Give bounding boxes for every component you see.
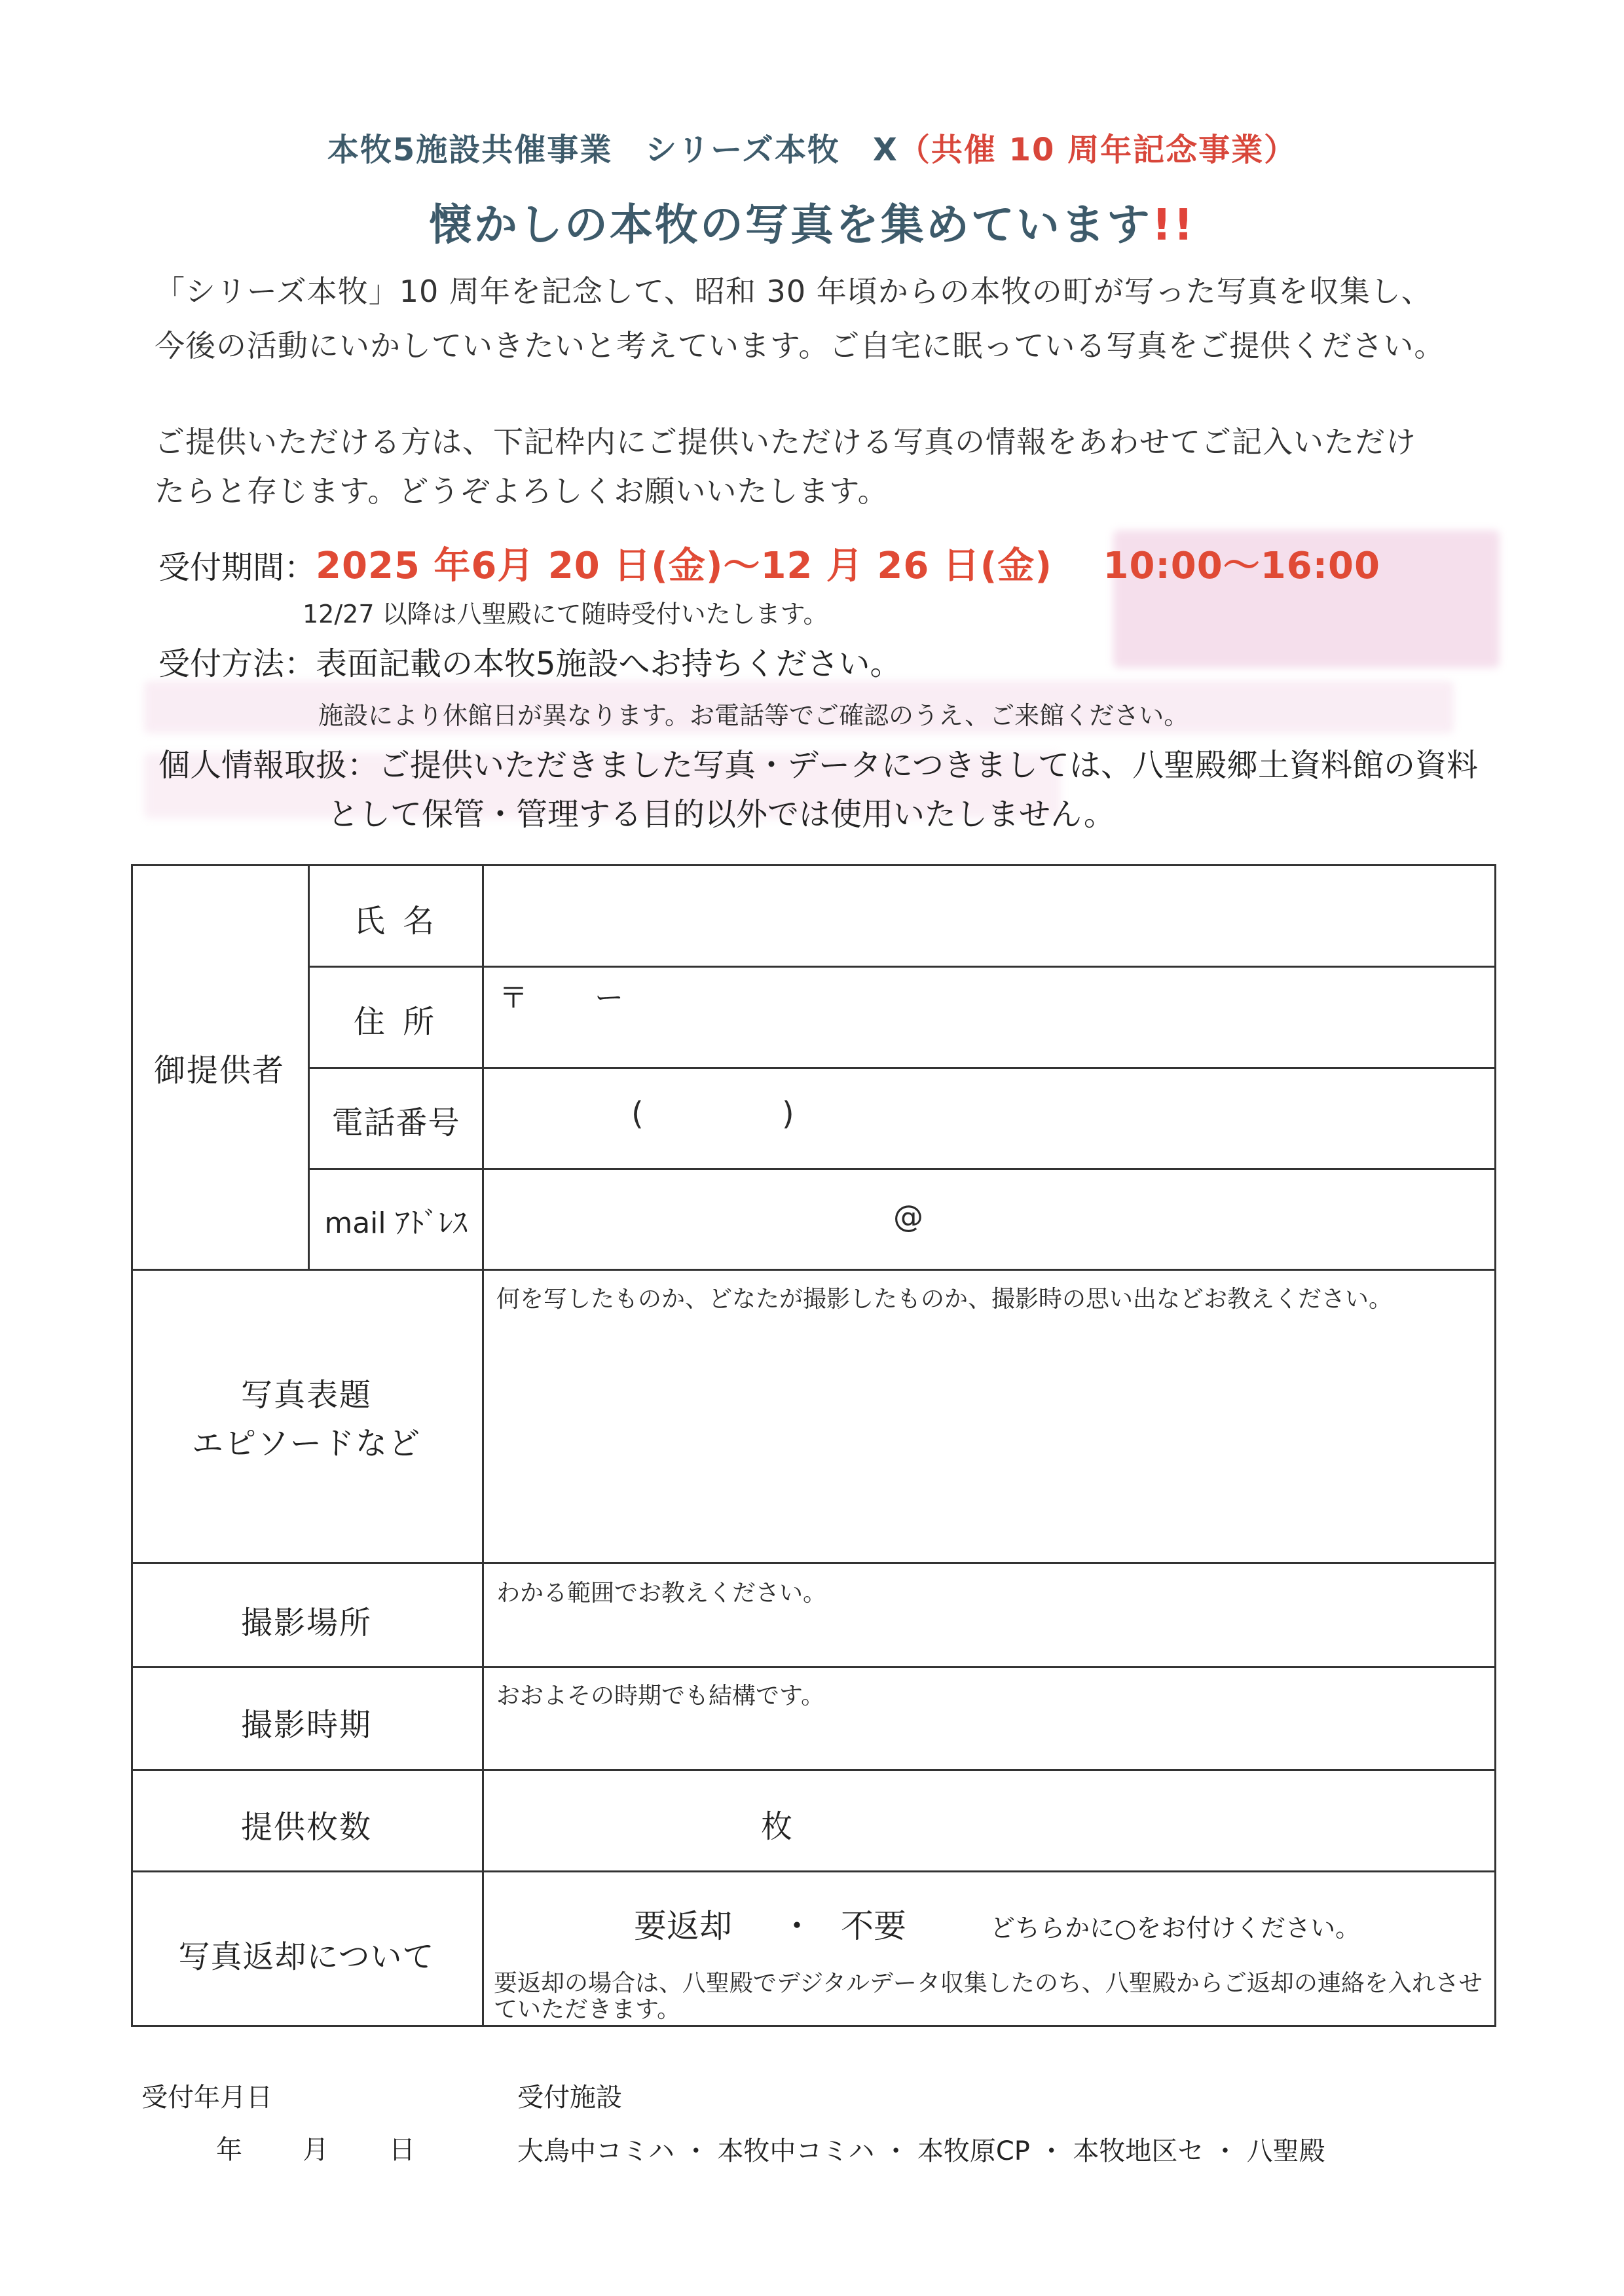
privacy-text-line-1: ご提供いただきました写真・データにつきましては、八聖殿郷土資料館の資料: [378, 747, 1479, 784]
episode-hint: 何を写したものか、どなたが撮影したものか、撮影時の思い出などお教えください。: [496, 1286, 1393, 1313]
series-name: 本牧5施設共催事業 シリーズ本牧 Ⅹ: [327, 132, 898, 168]
return-instruction: どちらかに○をお付けください。: [990, 1914, 1361, 1942]
address-field[interactable]: [486, 968, 1494, 1066]
reception-period: [158, 537, 1380, 589]
reception-method: [158, 638, 902, 683]
privacy-policy: [158, 740, 1478, 785]
reception-period-note: 12/27 以降は八聖殿にて随時受付いたします。: [303, 600, 828, 629]
time-field[interactable]: [486, 1710, 1494, 1768]
privacy-label: 個人情報取扱：: [158, 747, 379, 784]
episode-label-line-2: エピソードなど: [191, 1425, 421, 1462]
reception-period-label: 受付期間：: [158, 549, 316, 586]
time-hint: おおよその時期でも結構です。: [496, 1683, 825, 1709]
mail-label: mail ｱﾄﾞﾚｽ: [324, 1207, 468, 1240]
postal-code-mark: 〒 ー: [499, 981, 623, 1015]
reception-facility-list: 大鳥中コミハ ・ 本牧中コミハ ・ 本牧原CP ・ 本牧地区セ ・ 八聖殿: [517, 2136, 1325, 2166]
location-label: 撮影場所: [240, 1605, 372, 1641]
episode-field[interactable]: [486, 1316, 1494, 1559]
name-label: 氏 名: [353, 903, 439, 939]
form-divider: [482, 864, 484, 2027]
form-divider: [131, 1870, 1496, 1872]
form-divider: [131, 1666, 1496, 1668]
return-note: 要返却の場合は、八聖殿でデジタルデータ収集したのち、八聖殿からご返却の連絡を入れさせていただきます。: [494, 1970, 1483, 2023]
intro-line-4: たらと存じます。どうぞよろしくお願いいたします。: [155, 473, 889, 509]
reception-method-value: 表面記載の本牧5施設へお持ちください。: [316, 646, 902, 682]
mail-field[interactable]: [486, 1170, 1494, 1268]
reception-method-note: 施設により休館日が異なります。お電話等でご確認のうえ、ご来館ください。: [318, 701, 1189, 730]
intro-line-3: ご提供いただける方は、下記枠内にご提供いただける写真の情報をあわせてご記入いただけ: [155, 424, 1416, 460]
title-exclamation: !!: [1151, 200, 1196, 250]
privacy-text-line-2: として保管・管理する目的以外では使用いたしません。: [327, 796, 1115, 833]
count-field[interactable]: [486, 1771, 1494, 1869]
phone-area-close-paren: ): [782, 1095, 794, 1132]
episode-label-line-1: 写真表題: [240, 1377, 372, 1413]
reception-period-value: 2025 年6月 20 日(金)～12 月 26 日(金) 10:00～16:00: [316, 545, 1380, 587]
form-divider: [131, 1269, 1496, 1271]
phone-label: 電話番号: [331, 1104, 460, 1141]
return-label: 写真返却について: [178, 1939, 435, 1975]
count-label: 提供枚数: [240, 1809, 372, 1846]
reception-date-fields: 年 月 日: [216, 2135, 418, 2165]
time-label: 撮影時期: [240, 1707, 372, 1743]
return-required-option[interactable]: 要返却: [634, 1907, 732, 1945]
location-field[interactable]: [486, 1607, 1494, 1665]
form-divider: [131, 1562, 1496, 1564]
reception-method-label: 受付方法：: [158, 646, 316, 682]
intro-line-2: 今後の活動にいかしていきたいと考えています。ご自宅に眠っている写真をご提供ください。: [155, 328, 1445, 363]
provider-label: 御提供者: [153, 1052, 285, 1089]
page-title: [0, 190, 1624, 252]
phone-area-open-paren: (: [631, 1095, 644, 1132]
reception-facility-label: 受付施設: [517, 2083, 622, 2113]
intro-line-1: 「シリーズ本牧」10 周年を記念して、昭和 30 年頃からの本牧の町が写った写真を収集し、: [155, 274, 1432, 309]
title-text: 懐かしの本牧の写真を集めています: [428, 200, 1152, 250]
name-field[interactable]: [486, 866, 1494, 964]
event-series-heading: [0, 124, 1624, 170]
mail-at-sign: @: [893, 1199, 923, 1234]
phone-field[interactable]: [486, 1069, 1494, 1167]
return-option-separator: ・: [781, 1907, 813, 1945]
anniversary-note: （共催 10 周年記念事業）: [898, 132, 1297, 168]
reception-date-label: 受付年月日: [141, 2083, 272, 2113]
address-label: 住 所: [353, 1004, 439, 1040]
return-not-required-option[interactable]: 不要: [841, 1907, 906, 1945]
count-unit: 枚: [761, 1808, 793, 1845]
location-hint: わかる範囲でお教えください。: [496, 1580, 827, 1607]
